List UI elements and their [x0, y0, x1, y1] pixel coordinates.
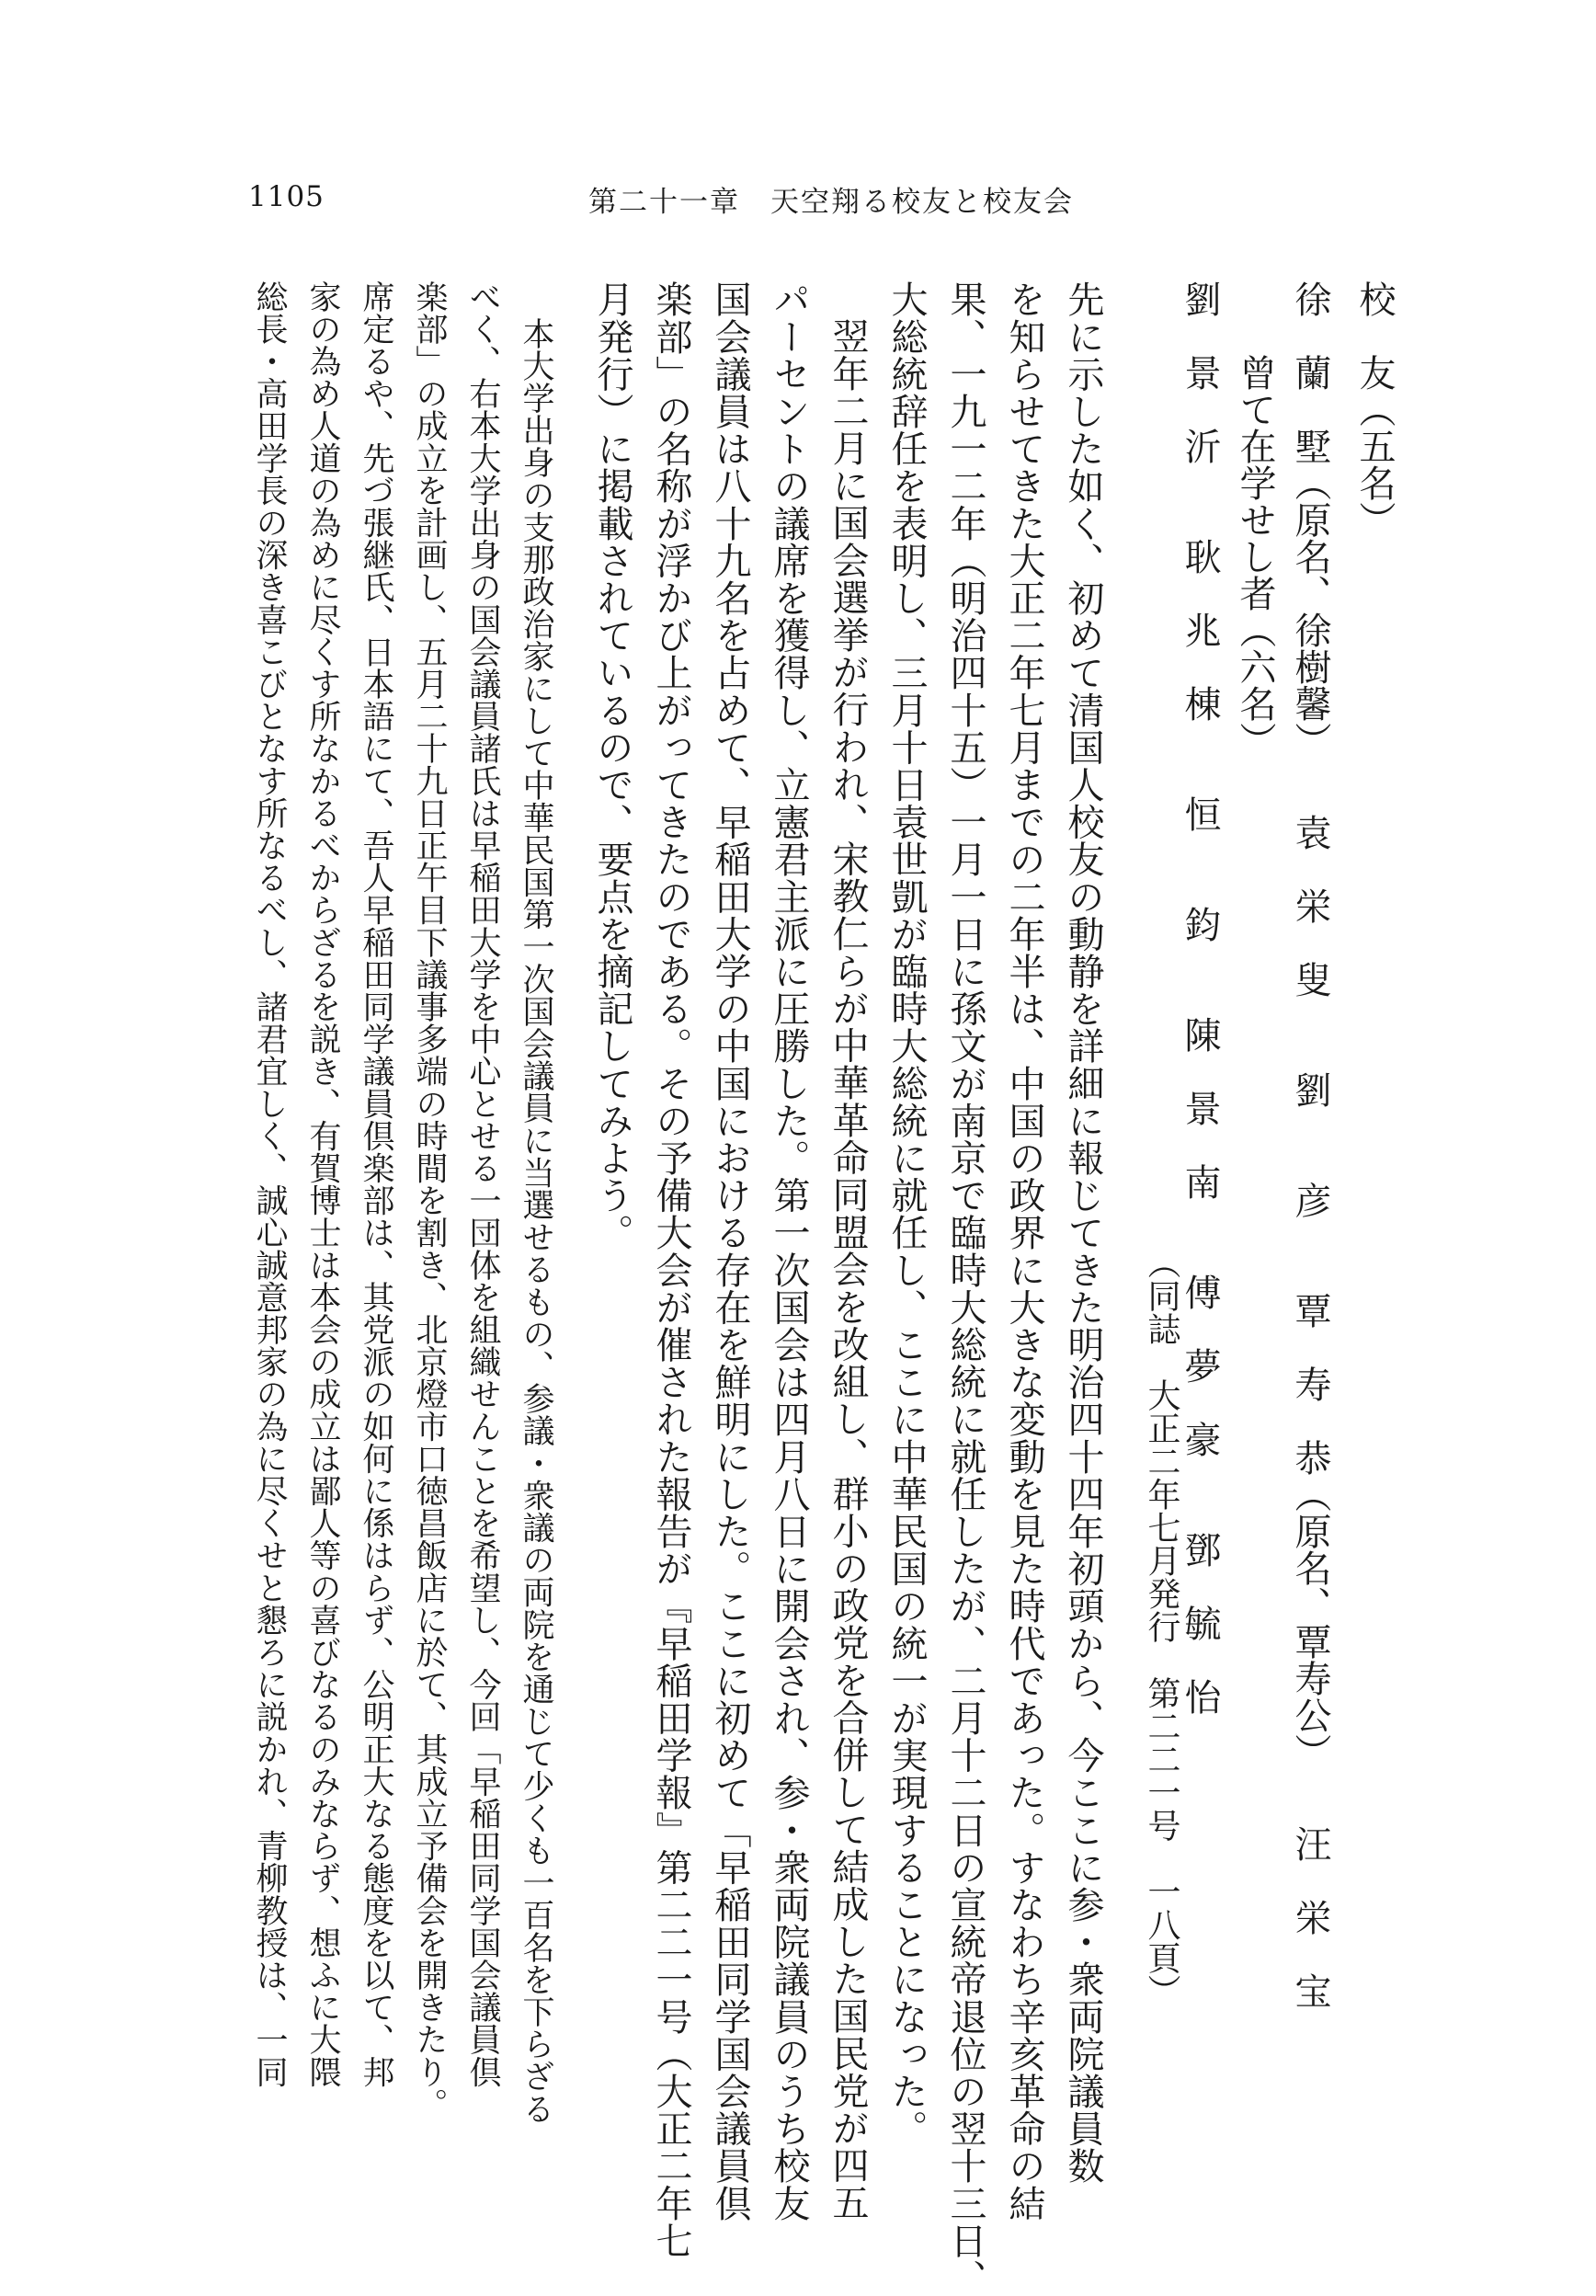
source-note: （同誌 大正二年七月発行 第二二一号 一八頁）: [1143, 1246, 1180, 2007]
attended-list-row: 劉 景 沂 耿 兆 棟 恒 鈞 陳 景 南 傅 夢 豪 鄧 毓 怡: [1179, 280, 1221, 1715]
body-line: を知らせてきた大正二年七月までの二年半は、中国の政界に大きな変動を見た時代であった。すなわち辛亥革命の結: [1003, 280, 1045, 2222]
body-line: 翌年二月に国会選挙が行われ、宋教仁らが中華革命同盟会を改組し、群小の政党を合併して結成した国民党が四五: [826, 317, 869, 2222]
body-line: 国会議員は八十九名を占めて、早稲田大学の中国における存在を鮮明にした。ここに初めて「早稲田同学国会議員倶: [709, 280, 751, 2222]
quote-line: 席定るや、先づ張継氏、日本語にて、吾人早稲田同学議員倶楽部は、其党派の如何に係はらず、公明正大なる態度を以て、邦: [358, 280, 394, 2088]
body-line: 大総統辞任を表明し、三月十日袁世凱が臨時大総統に就任し、ここに中華民国の統一が実現することになった。: [885, 280, 928, 2147]
running-head: 第二十一章 天空翔る校友と校友会: [588, 186, 1074, 219]
body-line: 果、一九一二年（明治四十五）一月一日に孫文が南京で臨時大総統に就任したが、二月十二日の宣統帝退位の翌十三日、: [944, 280, 986, 2296]
body-line: 月発行）に掲載されているので、要点を摘記してみよう。: [591, 280, 633, 1251]
quote-line: 楽部」の成立を計画し、五月二十九日正午目下議事多端の時間を割き、北京燈市口徳昌飯店に於て、其成立予備会を開きたり。: [411, 280, 448, 2120]
quote-line: 家の為め人道の為めに尽くす所なかるべからざるを説き、有賀博士は本会の成立は鄙人等の喜びなるのみならず、想ふに大隈: [304, 280, 341, 2088]
body-line: パーセントの議席を獲得し、立憲君主派に圧勝した。第一次国会は四月八日に開会され、参・衆両院議員のうち校友: [768, 280, 810, 2222]
page-number: 1105: [248, 180, 325, 213]
alumni-list-row1: 徐 蘭 墅（原名、徐樹馨） 袁 栄 叟 劉 彦 覃 寿 恭（原名、覃寿公） 汪 栄 宝: [1289, 280, 1331, 2009]
body-line: 先に示した如く、初めて清国人校友の動静を詳細に報じてきた明治四十四年初頭から、今ここに参・衆両院議員数: [1062, 280, 1104, 2185]
quote-line: 総長・高田学長の深き喜こびとなす所なるべし、諸君宜しく、誠心誠意邦家の為に尽くせと懇ろに説かれ、青柳教授は、一同: [251, 280, 288, 2088]
quote-line: 本大学出身の支那政治家にして中華民国第一次国会議員に当選せるもの、参議・衆議の両院を通じて少くも一百名を下らざる: [518, 317, 554, 2125]
attended-heading: 曾て在学せし者（六名）: [1234, 354, 1276, 759]
section-heading: 校 友（五名）: [1353, 280, 1396, 538]
body-line: 楽部」の名称が浮かび上がってきたのである。その予備大会が催された報告が『早稲田学報』第二二一号（大正二年七: [650, 280, 692, 2259]
quote-line: べく、右本大学出身の国会議員諸氏は早稲田大学を中心とせる一団体を組織せんことを希望し、今回「早稲田同学国会議員倶: [464, 280, 501, 2088]
